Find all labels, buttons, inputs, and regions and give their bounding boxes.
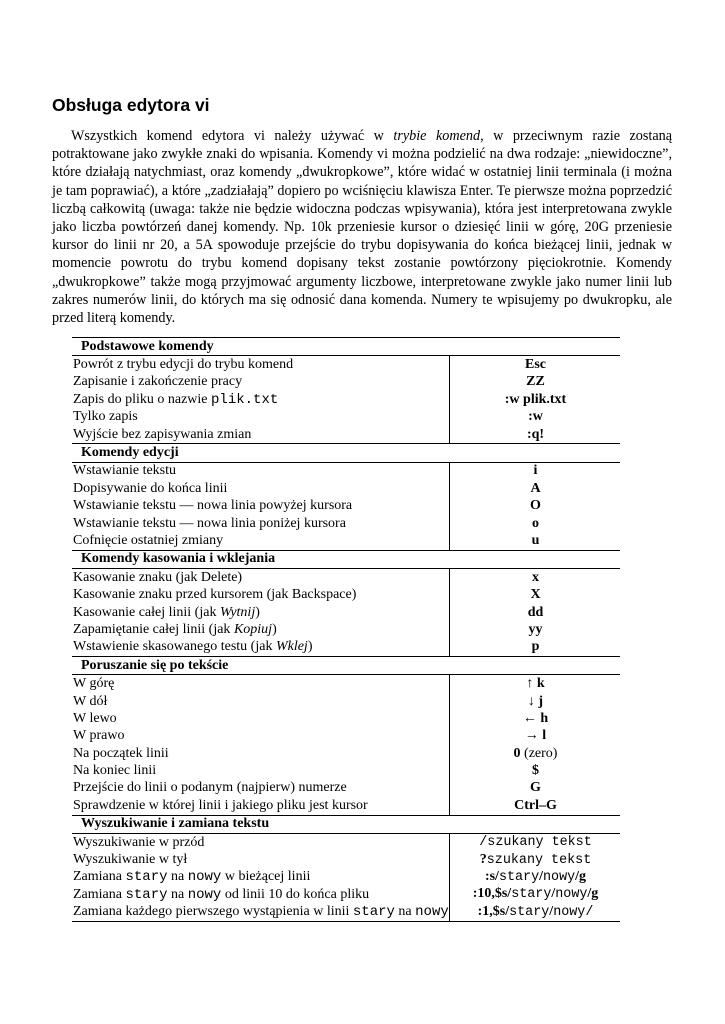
- text-segment: O: [530, 498, 541, 514]
- text-segment: /: [549, 903, 554, 919]
- text-segment: na: [167, 869, 188, 885]
- command-key: [450, 515, 621, 532]
- intro-emphasis: trybie komend: [393, 128, 481, 144]
- text-segment: Wytnij: [219, 604, 256, 620]
- text-segment: /g: [587, 886, 599, 902]
- command-description: [72, 728, 450, 745]
- command-key: [450, 621, 621, 638]
- text-segment: Wyjście bez zapisywania zmian: [73, 426, 252, 442]
- command-key: [450, 498, 621, 515]
- command-table: [72, 337, 620, 922]
- command-description: [72, 833, 450, 851]
- command-description: [72, 639, 450, 657]
- text-segment: Wyszukiwanie w tył: [73, 852, 188, 868]
- text-segment: ↑: [526, 676, 537, 692]
- command-key: [450, 639, 621, 657]
- text-segment: Wstawienie skasowanego testu (jak: [73, 639, 276, 655]
- table-row: [72, 409, 620, 426]
- table-row: [72, 693, 620, 710]
- command-description: [72, 904, 450, 922]
- text-segment: stary: [125, 869, 168, 886]
- text-segment: ?: [479, 851, 487, 867]
- text-segment: :1,$s/: [477, 903, 510, 919]
- text-segment: nowy: [543, 869, 576, 885]
- table-row: [72, 639, 620, 657]
- text-segment: Ctrl–G: [514, 797, 557, 813]
- command-key: [450, 374, 621, 391]
- text-segment: stary: [498, 869, 540, 885]
- command-description: [72, 869, 450, 886]
- command-description: [72, 426, 450, 444]
- command-key: [450, 426, 621, 444]
- text-segment: Kopiuj: [233, 621, 273, 637]
- section-header-row: [72, 444, 620, 462]
- text-segment: nowy: [555, 887, 588, 903]
- command-key: [450, 569, 621, 587]
- text-segment: ): [272, 621, 277, 637]
- command-key: [450, 586, 621, 603]
- command-key: [450, 462, 621, 480]
- table-row: [72, 462, 620, 480]
- text-segment: Przejście do linii o podanym (najpierw) numerze: [73, 780, 347, 796]
- table-row: [72, 869, 620, 886]
- text-segment: szukany tekst: [486, 852, 592, 868]
- text-segment: :w plik.txt: [504, 391, 567, 407]
- text-segment: Wstawianie tekstu — nowa linia poniżej kursora: [73, 515, 346, 531]
- command-description: [72, 851, 450, 868]
- intro-text-start: Wszystkich komend edytora vi należy używać w: [71, 128, 394, 144]
- table-row: [72, 797, 620, 815]
- command-key: [450, 904, 621, 922]
- text-segment: yy: [528, 621, 543, 637]
- table-row: [72, 728, 620, 745]
- text-segment: (zero): [520, 745, 558, 761]
- text-segment: $: [532, 763, 539, 779]
- command-description: [72, 515, 450, 532]
- text-segment: Esc: [525, 357, 546, 373]
- command-description: [72, 710, 450, 727]
- text-segment: /g: [575, 868, 587, 884]
- text-segment: j: [538, 693, 544, 709]
- command-key: [450, 604, 621, 621]
- section-header-row: [72, 815, 620, 833]
- text-segment: Zamiana: [73, 886, 126, 902]
- text-segment: Tylko zapis: [73, 409, 138, 425]
- text-segment: Wyszukiwanie w przód: [73, 834, 205, 850]
- text-segment: Dopisywanie do końca linii: [73, 480, 228, 496]
- text-segment: Cofnięcie ostatniej zmiany: [73, 532, 224, 548]
- text-segment: Zapisanie i zakończenie pracy: [73, 374, 243, 390]
- text-segment: Wstawianie tekstu — nowa linia powyżej kursora: [73, 498, 353, 514]
- text-segment: W prawo: [73, 728, 125, 744]
- text-segment: ): [255, 604, 260, 620]
- text-segment: :q!: [526, 426, 545, 442]
- text-segment: stary: [509, 904, 550, 920]
- table-row: [72, 480, 620, 497]
- table-row: [72, 904, 620, 922]
- text-segment: stary: [125, 886, 168, 903]
- text-segment: Kasowanie całej linii (jak: [73, 604, 220, 620]
- table-row: [72, 515, 620, 532]
- text-segment: Zamiana każdego pierwszego wystąpienia w linii: [73, 904, 353, 920]
- text-segment: X: [530, 587, 541, 603]
- text-segment: w bieżącej linii: [221, 869, 311, 885]
- intro-text-rest: , w przeciwnym razie zostaną potraktowane jako zwykłe znaki do wpisania. Komendy vi można podzielić na dwa rodzaje: „niewidoczne”, które działają natychmiast, oraz komendy „dwukropkowe”, które widać w ostatniej linii terminala (i można je tam poprawiać), a które „zadziałają” dopiero po wciśnięciu klawisza Enter. Te pierwsze można poprzedzić liczbą całkowitą (uwaga: także nie będzie widoczna podczas wpisywania), która jest interpretowana zwykle jako liczba powtórzeń danej komendy. Np. 10k przeniesie kursor o dziesięć linii w górę, 20G przeniesie kursor do linii nr 20, a 5A spowoduje przejście do trybu dopisywania do końca bieżącej linii, jednak w momencie powrotu do trybu komend dopisany tekst zostanie powtórzony pięciokrotnie. Komendy „dwukropkowe” także mogą przyjmować argumenty liczbowe, interpretowane zwykle jako numer linii lub zakres numerów linii, do których ma się odnosić dana komenda. Numery te wpisujemy po dwukropku, ale przed literą komendy.: [52, 128, 673, 327]
- command-key: [450, 745, 621, 762]
- text-segment: 0: [513, 745, 521, 761]
- table-row: [72, 604, 620, 621]
- text-segment: stary: [511, 887, 552, 903]
- command-key: [450, 693, 621, 710]
- command-key: [450, 886, 621, 903]
- command-key: [450, 851, 621, 868]
- command-key: [450, 762, 621, 779]
- command-key: [450, 797, 621, 815]
- table-row: [72, 498, 620, 515]
- table-row: [72, 391, 620, 408]
- command-description: [72, 480, 450, 497]
- table-row: [72, 569, 620, 587]
- text-segment: h: [540, 710, 549, 726]
- command-key: [450, 532, 621, 550]
- table-row: [72, 710, 620, 727]
- section-header-row: [72, 550, 620, 568]
- text-segment: /szukany tekst: [479, 835, 592, 851]
- command-description: [72, 498, 450, 515]
- text-segment: k: [536, 676, 545, 692]
- text-segment: W górę: [73, 676, 115, 692]
- command-description: [72, 745, 450, 762]
- table-row: [72, 356, 620, 374]
- table-row: [72, 374, 620, 391]
- command-description: [72, 409, 450, 426]
- text-segment: A: [530, 480, 541, 496]
- command-description: [72, 886, 450, 903]
- text-segment: plik.txt: [211, 391, 279, 408]
- intro-paragraph: [52, 127, 672, 327]
- text-segment: na: [394, 904, 416, 920]
- command-description: [72, 462, 450, 480]
- section-header: Komendy edycji: [72, 444, 620, 462]
- section-header: Komendy kasowania i wklejania: [72, 550, 620, 568]
- text-segment: :s/: [484, 868, 499, 884]
- text-segment: x: [532, 569, 539, 585]
- command-key: [450, 391, 621, 408]
- table-row: [72, 886, 620, 903]
- text-segment: Powrót z trybu edycji do trybu komend: [73, 357, 294, 373]
- text-segment: i: [533, 463, 538, 479]
- text-segment: na: [167, 886, 188, 902]
- text-segment: od linii 10 do końca pliku: [221, 886, 370, 902]
- table-row: [72, 745, 620, 762]
- text-segment: W lewo: [73, 710, 117, 726]
- command-description: [72, 586, 450, 603]
- text-segment: nowy: [415, 904, 449, 921]
- text-segment: W dół: [73, 693, 108, 709]
- command-key: [450, 833, 621, 851]
- command-description: [72, 391, 450, 408]
- command-description: [72, 604, 450, 621]
- table-row: [72, 426, 620, 444]
- text-segment: dd: [527, 604, 544, 620]
- text-segment: nowy: [187, 886, 222, 903]
- text-segment: Wklej: [275, 639, 308, 655]
- table-row: [72, 851, 620, 868]
- text-segment: ZZ: [526, 374, 545, 390]
- command-description: [72, 693, 450, 710]
- text-segment: Kasowanie znaku przed kursorem (jak Backspace): [73, 587, 357, 603]
- command-key: [450, 780, 621, 797]
- section-header: Wyszukiwanie i zamiana tekstu: [72, 815, 620, 833]
- command-key: [450, 869, 621, 886]
- table-row: [72, 621, 620, 638]
- text-segment: Zapis do pliku o nazwie: [73, 391, 212, 407]
- text-segment: Na koniec linii: [73, 763, 157, 779]
- table-row: [72, 762, 620, 779]
- table-row: [72, 586, 620, 603]
- text-segment: G: [530, 780, 541, 796]
- text-segment: u: [531, 532, 540, 548]
- command-description: [72, 797, 450, 815]
- section-header-row: [72, 338, 620, 356]
- command-description: [72, 569, 450, 587]
- text-segment: →: [524, 728, 543, 744]
- text-segment: Zamiana: [73, 869, 126, 885]
- command-description: [72, 780, 450, 797]
- command-key: [450, 710, 621, 727]
- text-segment: Na początek linii: [73, 745, 169, 761]
- text-segment: Zapamiętanie całej linii (jak: [73, 621, 234, 637]
- text-segment: l: [542, 728, 547, 744]
- text-segment: stary: [352, 904, 395, 921]
- command-description: [72, 374, 450, 391]
- text-segment: :10,$s/: [472, 886, 512, 902]
- command-description: [72, 762, 450, 779]
- text-segment: Wstawianie tekstu: [73, 463, 177, 479]
- text-segment: ←: [522, 710, 541, 726]
- page-title: Obsługa edytora vi: [52, 95, 210, 115]
- command-key: [450, 480, 621, 497]
- command-description: [72, 675, 450, 693]
- section-header: Podstawowe komendy: [72, 338, 620, 356]
- text-segment: nowy: [187, 869, 222, 886]
- text-segment: Kasowanie znaku (jak Delete): [73, 569, 243, 585]
- text-segment: /: [551, 886, 556, 902]
- command-key: [450, 356, 621, 374]
- text-segment: ): [307, 639, 313, 655]
- table-row: [72, 532, 620, 550]
- command-key: [450, 675, 621, 693]
- text-segment: /: [585, 904, 594, 920]
- section-header: Poruszanie się po tekście: [72, 657, 620, 675]
- table-row: [72, 675, 620, 693]
- text-segment: /: [539, 868, 544, 884]
- text-segment: p: [531, 639, 540, 655]
- command-description: [72, 532, 450, 550]
- command-description: [72, 621, 450, 638]
- table-row: [72, 780, 620, 797]
- text-segment: :w: [528, 409, 543, 425]
- text-segment: nowy: [553, 904, 586, 920]
- text-segment: ↓: [527, 693, 539, 709]
- text-segment: o: [532, 515, 539, 531]
- command-key: [450, 728, 621, 745]
- table-row: [72, 833, 620, 851]
- text-segment: Sprawdzenie w której linii i jakiego pliku jest kursor: [73, 797, 368, 813]
- command-key: [450, 409, 621, 426]
- section-header-row: [72, 657, 620, 675]
- command-description: [72, 356, 450, 374]
